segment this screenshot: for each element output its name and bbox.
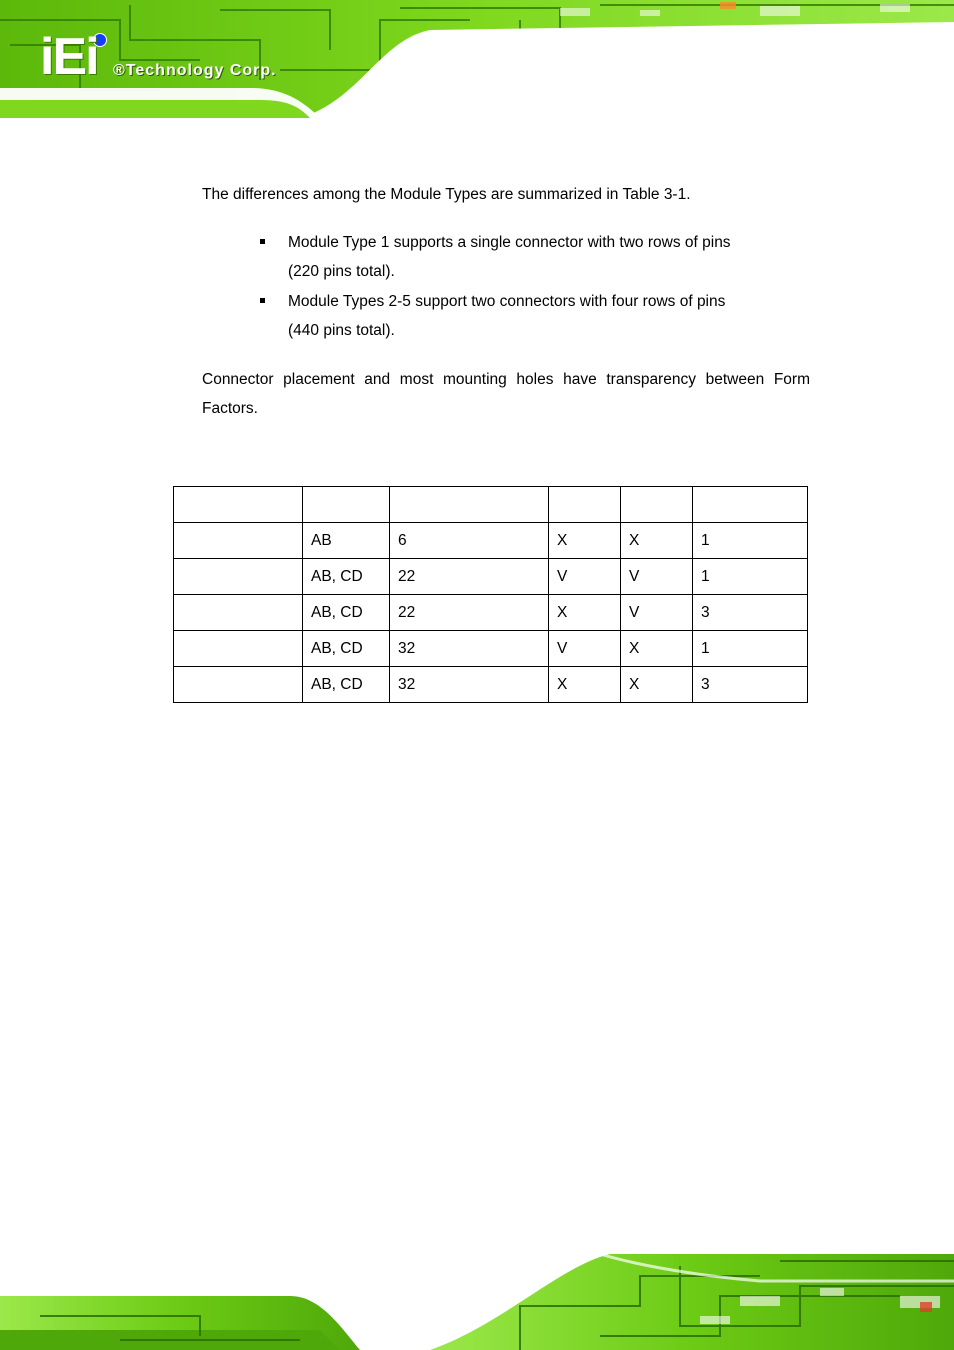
table-cell: X: [621, 523, 693, 559]
table-cell: [174, 631, 303, 667]
document-body: [202, 180, 810, 423]
table-cell: 32: [390, 667, 549, 703]
table-cell: X: [549, 523, 621, 559]
list-item-line: Module Types 2-5 support two connectors with four rows of pins: [288, 293, 726, 310]
module-types-table: [173, 486, 808, 703]
table-cell: X: [549, 595, 621, 631]
logo-mark: [40, 28, 112, 86]
table-header-cell: [693, 487, 808, 523]
logo-letters: iEi: [40, 28, 98, 86]
table-row: [174, 523, 808, 559]
table-cell: [174, 523, 303, 559]
table-cell: 22: [390, 559, 549, 595]
table-header-cell: [549, 487, 621, 523]
company-logo: [40, 28, 112, 86]
list-item: [260, 228, 810, 286]
table-cell: [174, 667, 303, 703]
table-cell: AB, CD: [303, 595, 390, 631]
table-cell: 1: [693, 523, 808, 559]
circuit-board-graphic: [0, 1236, 954, 1350]
table-cell: [174, 595, 303, 631]
table-row: [174, 595, 808, 631]
intro-paragraph: The differences among the Module Types are summarized in Table 3-1.: [202, 186, 691, 203]
table-cell: X: [549, 667, 621, 703]
table-cell: AB, CD: [303, 631, 390, 667]
list-item-line: (440 pins total).: [288, 322, 395, 339]
table-cell: AB, CD: [303, 667, 390, 703]
table-cell: 6: [390, 523, 549, 559]
list-item-line: (220 pins total).: [288, 263, 395, 280]
table-header-cell: [174, 487, 303, 523]
table-row: [174, 631, 808, 667]
table-cell: 22: [390, 595, 549, 631]
circuit-board-graphic: [0, 0, 954, 118]
table-row: [174, 667, 808, 703]
connector-paragraph: Connector placement and most mounting holes have transparency between Form Factors.: [202, 371, 810, 417]
table-row: [174, 559, 808, 595]
module-type-list: [202, 228, 810, 345]
table-cell: V: [549, 631, 621, 667]
table-cell: V: [621, 595, 693, 631]
table-cell: X: [621, 667, 693, 703]
table-cell: AB: [303, 523, 390, 559]
table-cell: 32: [390, 631, 549, 667]
company-name: ®Technology Corp.: [113, 62, 277, 79]
table-cell: 1: [693, 631, 808, 667]
table-cell: 1: [693, 559, 808, 595]
table-cell: 3: [693, 595, 808, 631]
table-cell: V: [621, 559, 693, 595]
list-item-line: Module Type 1 supports a single connector with two rows of pins: [288, 234, 731, 251]
header-banner: [0, 0, 954, 118]
table-header-row: [174, 487, 808, 523]
footer-banner: [0, 1236, 954, 1350]
table-cell: [174, 559, 303, 595]
table-cell: X: [621, 631, 693, 667]
table-cell: 3: [693, 667, 808, 703]
table-header-cell: [303, 487, 390, 523]
table-cell: AB, CD: [303, 559, 390, 595]
table-header-cell: [390, 487, 549, 523]
table-header-cell: [621, 487, 693, 523]
list-item: [260, 287, 810, 345]
table-cell: V: [549, 559, 621, 595]
